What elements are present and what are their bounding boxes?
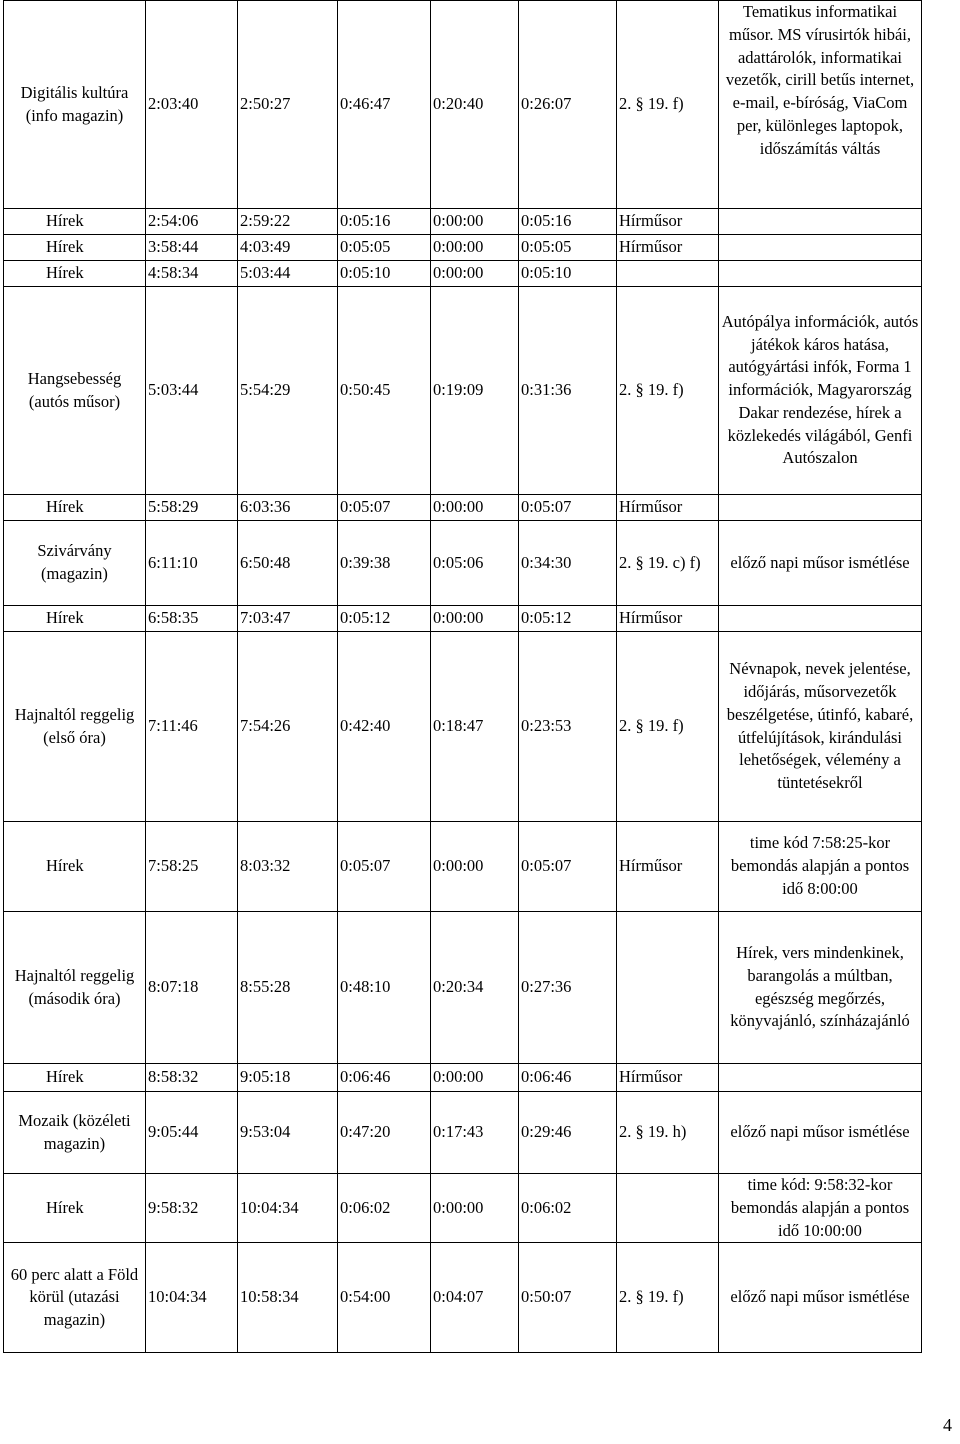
duration-cell: 0:05:07 [338,495,431,521]
duration-cell: 0:46:47 [338,1,431,209]
start-time-cell: 2:54:06 [146,209,238,235]
table-row [4,521,922,606]
time-col4-cell: 0:04:07 [431,1243,519,1353]
duration-cell: 0:42:40 [338,632,431,822]
category-cell: 2. § 19. f) [617,287,719,495]
end-time-cell: 2:50:27 [238,1,338,209]
duration-cell: 0:48:10 [338,912,431,1064]
time-col4-cell: 0:00:00 [431,606,519,632]
description-cell [719,261,922,287]
duration-cell: 0:05:07 [338,822,431,912]
duration-cell: 0:06:46 [338,1064,431,1092]
duration-cell: 0:50:45 [338,287,431,495]
description-cell [719,235,922,261]
category-cell [617,1174,719,1243]
time-col5-cell: 0:06:02 [519,1174,617,1243]
time-col4-cell: 0:17:43 [431,1092,519,1174]
end-time-cell: 2:59:22 [238,209,338,235]
duration-cell: 0:39:38 [338,521,431,606]
time-col4-cell: 0:00:00 [431,495,519,521]
start-time-cell: 4:58:34 [146,261,238,287]
category-cell: Hírműsor [617,822,719,912]
duration-cell: 0:54:00 [338,1243,431,1353]
start-time-cell: 7:58:25 [146,822,238,912]
duration-cell: 0:05:16 [338,209,431,235]
category-cell: Hírműsor [617,209,719,235]
table-row [4,209,922,235]
end-time-cell: 9:05:18 [238,1064,338,1092]
duration-cell: 0:05:10 [338,261,431,287]
table-row [4,287,922,495]
table-row [4,1,922,209]
start-time-cell: 8:58:32 [146,1064,238,1092]
program-name-cell: Hírek [4,1174,146,1243]
time-col4-cell: 0:20:40 [431,1,519,209]
start-time-cell: 9:58:32 [146,1174,238,1243]
program-name-cell: Hírek [4,235,146,261]
category-cell: 2. § 19. c) f) [617,521,719,606]
description-cell: Tematikus informatikai műsor. MS vírusirtók hibái, adattárolók, informatikai vezetők, cirill betűs internet, e-mail, e-bíróság, ViaCom per, különleges laptopok, időszámítás váltás [719,1,922,209]
time-col5-cell: 0:05:16 [519,209,617,235]
description-cell: Hírek, vers mindenkinek, barangolás a múltban, egészség megőrzés, könyvajánló, színházajánló [719,912,922,1064]
time-col5-cell: 0:29:46 [519,1092,617,1174]
description-cell: time kód 7:58:25-kor bemondás alapján a pontos idő 8:00:00 [719,822,922,912]
start-time-cell: 6:58:35 [146,606,238,632]
start-time-cell: 7:11:46 [146,632,238,822]
description-cell: előző napi műsor ismétlése [719,1092,922,1174]
time-col4-cell: 0:19:09 [431,287,519,495]
table-row [4,606,922,632]
time-col4-cell: 0:00:00 [431,1064,519,1092]
time-col4-cell: 0:20:34 [431,912,519,1064]
description-cell [719,1064,922,1092]
time-col5-cell: 0:05:10 [519,261,617,287]
start-time-cell: 5:58:29 [146,495,238,521]
time-col4-cell: 0:05:06 [431,521,519,606]
time-col5-cell: 0:05:07 [519,822,617,912]
end-time-cell: 6:03:36 [238,495,338,521]
end-time-cell: 8:55:28 [238,912,338,1064]
start-time-cell: 9:05:44 [146,1092,238,1174]
end-time-cell: 9:53:04 [238,1092,338,1174]
table-row [4,261,922,287]
table-row [4,1174,922,1243]
end-time-cell: 6:50:48 [238,521,338,606]
end-time-cell: 5:03:44 [238,261,338,287]
table-row [4,235,922,261]
description-cell: Autópálya információk, autós játékok káros hatása, autógyártási infók, Forma 1 információk, Magyarország Dakar rendezése, hírek a közlekedés világából, Genfi Autószalon [719,287,922,495]
end-time-cell: 7:54:26 [238,632,338,822]
program-name-cell: Hírek [4,822,146,912]
end-time-cell: 5:54:29 [238,287,338,495]
time-col4-cell: 0:00:00 [431,209,519,235]
time-col5-cell: 0:26:07 [519,1,617,209]
table-row [4,1092,922,1174]
duration-cell: 0:06:02 [338,1174,431,1243]
time-col4-cell: 0:00:00 [431,261,519,287]
start-time-cell: 3:58:44 [146,235,238,261]
start-time-cell: 8:07:18 [146,912,238,1064]
table-row [4,495,922,521]
end-time-cell: 7:03:47 [238,606,338,632]
time-col5-cell: 0:23:53 [519,632,617,822]
program-name-cell: Digitális kultúra (info magazin) [4,1,146,209]
category-cell: 2. § 19. f) [617,1243,719,1353]
description-cell [719,209,922,235]
category-cell [617,261,719,287]
program-name-cell: Hajnaltól reggelig (első óra) [4,632,146,822]
description-cell: előző napi műsor ismétlése [719,521,922,606]
end-time-cell: 10:58:34 [238,1243,338,1353]
category-cell: 2. § 19. f) [617,1,719,209]
table-row [4,1243,922,1353]
program-name-cell: Szivárvány (magazin) [4,521,146,606]
start-time-cell: 6:11:10 [146,521,238,606]
description-cell: előző napi műsor ismétlése [719,1243,922,1353]
program-name-cell: Hírek [4,261,146,287]
time-col5-cell: 0:50:07 [519,1243,617,1353]
page-number: 4 [943,1415,952,1435]
time-col5-cell: 0:05:05 [519,235,617,261]
end-time-cell: 10:04:34 [238,1174,338,1243]
time-col5-cell: 0:34:30 [519,521,617,606]
program-name-cell: Hajnaltól reggelig (második óra) [4,912,146,1064]
time-col5-cell: 0:31:36 [519,287,617,495]
description-cell: Névnapok, nevek jelentése, időjárás, műsorvezetők beszélgetése, útinfó, kabaré, útfelújítások, kirándulási lehetőségek, vélemény a tüntetésekről [719,632,922,822]
time-col5-cell: 0:06:46 [519,1064,617,1092]
end-time-cell: 4:03:49 [238,235,338,261]
table-row [4,632,922,822]
start-time-cell: 5:03:44 [146,287,238,495]
start-time-cell: 10:04:34 [146,1243,238,1353]
end-time-cell: 8:03:32 [238,822,338,912]
description-cell [719,495,922,521]
program-name-cell: Hírek [4,495,146,521]
category-cell: Hírműsor [617,1064,719,1092]
program-name-cell: Hírek [4,209,146,235]
category-cell: 2. § 19. h) [617,1092,719,1174]
time-col5-cell: 0:05:07 [519,495,617,521]
table-row [4,912,922,1064]
table-row [4,1064,922,1092]
time-col4-cell: 0:00:00 [431,235,519,261]
duration-cell: 0:05:05 [338,235,431,261]
program-name-cell: Mozaik (közéleti magazin) [4,1092,146,1174]
schedule-table [3,0,922,1353]
start-time-cell: 2:03:40 [146,1,238,209]
program-name-cell: Hangsebesség (autós műsor) [4,287,146,495]
program-name-cell: Hírek [4,1064,146,1092]
time-col4-cell: 0:18:47 [431,632,519,822]
category-cell: Hírműsor [617,495,719,521]
program-name-cell: Hírek [4,606,146,632]
time-col4-cell: 0:00:00 [431,822,519,912]
category-cell [617,912,719,1064]
time-col5-cell: 0:27:36 [519,912,617,1064]
program-name-cell: 60 perc alatt a Föld körül (utazási magazin) [4,1243,146,1353]
time-col5-cell: 0:05:12 [519,606,617,632]
description-cell [719,606,922,632]
description-cell: time kód: 9:58:32-kor bemondás alapján a pontos idő 10:00:00 [719,1174,922,1243]
category-cell: Hírműsor [617,606,719,632]
category-cell: 2. § 19. f) [617,632,719,822]
duration-cell: 0:47:20 [338,1092,431,1174]
category-cell: Hírműsor [617,235,719,261]
table-row [4,822,922,912]
time-col4-cell: 0:00:00 [431,1174,519,1243]
duration-cell: 0:05:12 [338,606,431,632]
